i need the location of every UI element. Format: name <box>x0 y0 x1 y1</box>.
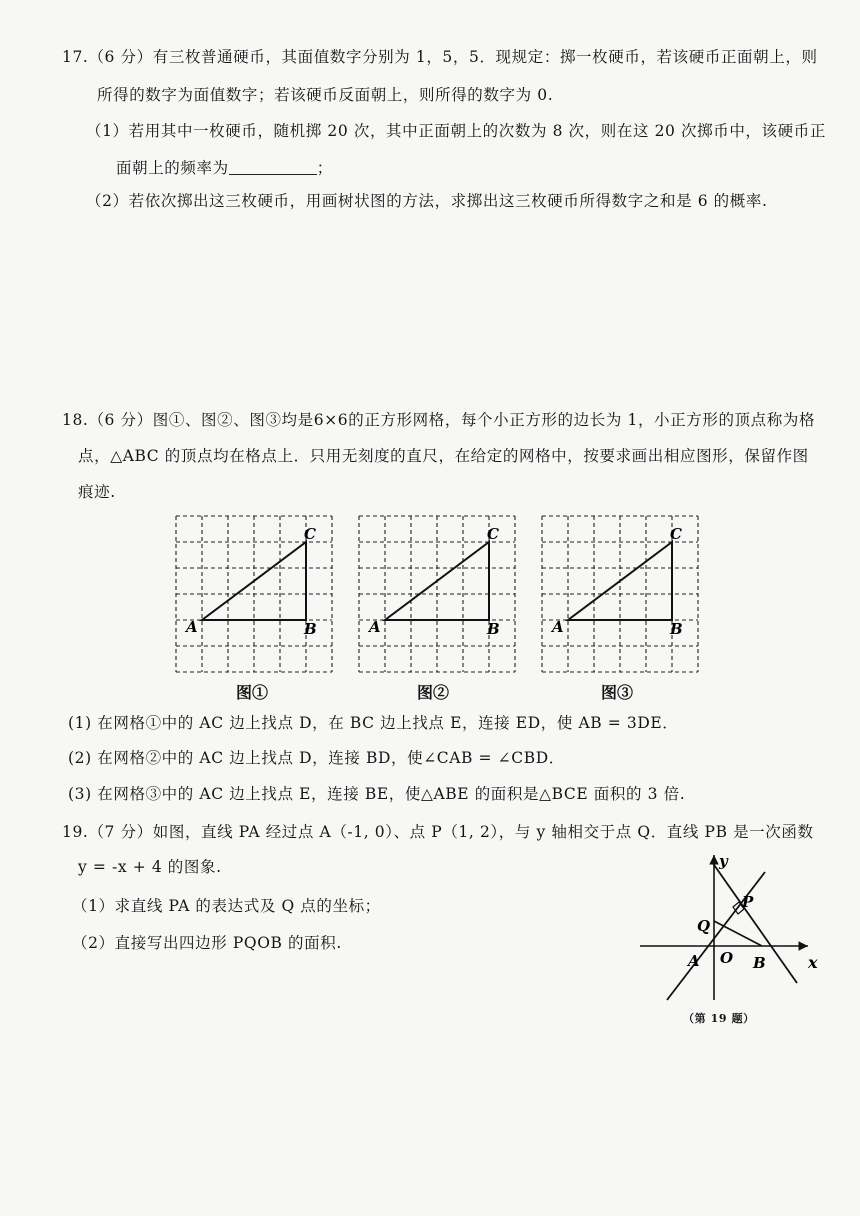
vertex-label-b: B <box>670 620 683 638</box>
vertex-label-a: A <box>369 618 381 636</box>
q18-line-2: 点，△ABC 的顶点均在格点上．只用无刻度的直尺，在给定的网格中，按要求画出相应图形，保留作图 <box>78 447 809 465</box>
q17-part1-line-1: （1）若用其中一枚硬币，随机掷 20 次，其中正面朝上的次数为 8 次，则在这 20 次掷币中，该硬币正 <box>86 122 826 140</box>
q18-task-3: (3) 在网格③中的 AC 边上找点 E，连接 BE，使△ABE 的面积是△BCE 面积的 3 倍. <box>68 785 686 803</box>
q17-part1-line-2 <box>116 160 333 177</box>
y-axis-label: y <box>719 852 728 870</box>
vertex-label-c: C <box>304 525 316 543</box>
q18-task-2: (2) 在网格②中的 AC 边上找点 D，连接 BD，使∠CAB = ∠CBD． <box>68 749 565 767</box>
q18-task-1: (1) 在网格①中的 AC 边上找点 D，在 BC 边上找点 E，连接 ED，使 AB = 3DE． <box>68 714 679 732</box>
label-a: A <box>688 952 700 970</box>
q19-figure-caption: （第 19 题） <box>683 1012 755 1025</box>
grid-figure-3 <box>538 512 698 672</box>
label-b: B <box>753 954 766 972</box>
label-o: O <box>720 949 734 967</box>
vertex-label-a: A <box>552 618 564 636</box>
q19-part-2: （2）直接写出四边形 PQOB 的面积. <box>72 934 342 952</box>
q17-line-2: 所得的数字为面值数字；若该硬币反面朝上，则所得的数字为 0. <box>97 86 554 104</box>
figure-caption-2: 图② <box>417 683 450 702</box>
vertex-label-b: B <box>304 620 317 638</box>
vertex-label-c: C <box>670 525 682 543</box>
q18-line-1: 18.（6 分）图①、图②、图③均是6×6的正方形网格，每个小正方形的边长为 1，小正方形的顶点称为格 <box>62 411 816 429</box>
line-pa <box>667 872 765 1000</box>
grid-figure-2 <box>355 512 515 672</box>
figure-caption-3: 图③ <box>601 683 634 702</box>
q17-part1-suffix: ； <box>316 159 333 177</box>
q19-coordinate-figure <box>632 846 832 1006</box>
x-axis-label: x <box>808 953 818 972</box>
q19-part-1: （1）求直线 PA 的表达式及 Q 点的坐标； <box>72 897 381 915</box>
label-p: P <box>742 893 754 911</box>
figure-caption-1: 图① <box>236 683 269 702</box>
grid-figure-1 <box>172 512 332 672</box>
q18-line-3: 痕迹. <box>78 483 116 501</box>
q17-part2: （2）若依次掷出这三枚硬币，用画树状图的方法，求掷出这三枚硬币所得数字之和是 6 的概率. <box>86 192 768 210</box>
vertex-label-c: C <box>487 525 499 543</box>
segment-qb <box>714 921 762 946</box>
q17-part1-text: 面朝上的频率为 <box>116 159 229 177</box>
q19-line-2: y = -x + 4 的图象. <box>78 858 222 876</box>
vertex-label-b: B <box>487 620 500 638</box>
answer-blank[interactable] <box>229 160 317 175</box>
q19-line-1: 19.（7 分）如图，直线 PA 经过点 A（-1, 0）、点 P（1, 2），与 y 轴相交于点 Q．直线 PB 是一次函数 <box>62 823 814 841</box>
label-q: Q <box>697 917 711 935</box>
q17-line-1: 17.（6 分）有三枚普通硬币，其面值数字分别为 1，5，5．现规定：掷一枚硬币，若该硬币正面朝上，则 <box>62 48 818 66</box>
vertex-label-a: A <box>186 618 198 636</box>
